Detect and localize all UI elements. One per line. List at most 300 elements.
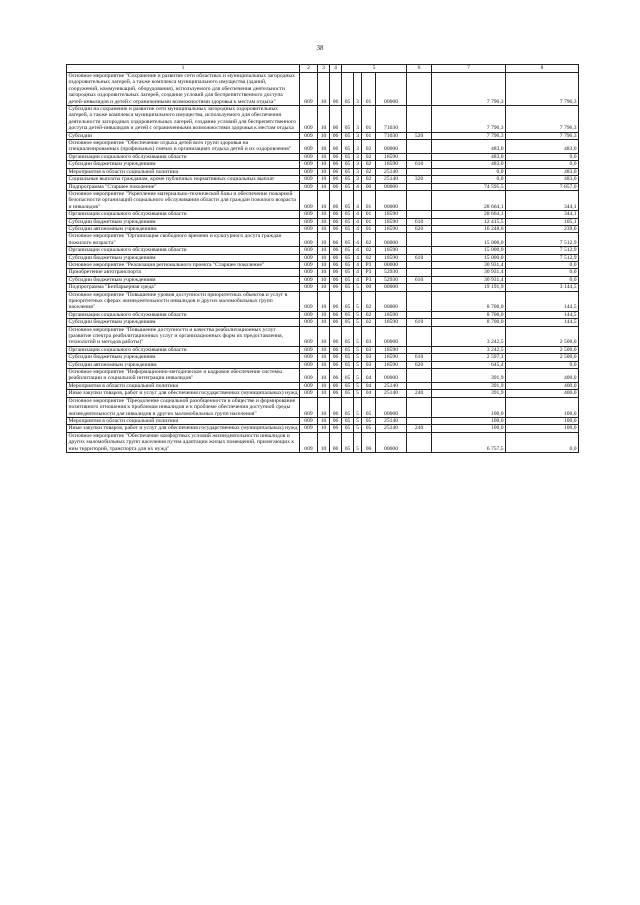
amount-year2-cell: 0,0 bbox=[506, 261, 579, 268]
row-name-cell: Организации социального обслуживания области bbox=[67, 346, 300, 353]
table-row bbox=[67, 218, 579, 225]
program-code-cell: 05 bbox=[342, 233, 354, 247]
event-code-cell: 01 bbox=[362, 190, 376, 210]
section-cell: 10 bbox=[318, 183, 330, 190]
subprogram-code-cell: 5 bbox=[354, 291, 362, 311]
event-code-cell: 05 bbox=[362, 417, 376, 424]
program-code-cell: 05 bbox=[342, 354, 354, 361]
direction-code-cell: 00000 bbox=[376, 284, 407, 291]
expense-type-cell bbox=[407, 211, 432, 218]
ministry-code-cell: 009 bbox=[300, 319, 318, 326]
ministry-code-cell: 009 bbox=[300, 183, 318, 190]
amount-year2-cell: 7 512,9 bbox=[506, 233, 579, 247]
row-name-cell: Основное мероприятие "Повышение доступности и качества реабилитационных услуг (развитие спектра реабилитационных услуг и организационных форм их предоставления, технологий и методов работы)" bbox=[67, 326, 300, 346]
table-row bbox=[67, 153, 579, 160]
table-row bbox=[67, 161, 579, 168]
expense-type-cell bbox=[407, 140, 432, 154]
amount-year1-cell: 483,0 bbox=[432, 153, 506, 160]
table-row bbox=[67, 176, 579, 183]
section-cell: 10 bbox=[318, 432, 330, 452]
section-cell: 10 bbox=[318, 106, 330, 133]
section-cell: 10 bbox=[318, 417, 330, 424]
amount-year2-cell: 7 796,3 bbox=[506, 73, 579, 106]
expense-type-cell bbox=[407, 417, 432, 424]
event-code-cell: 02 bbox=[362, 161, 376, 168]
subsection-cell: 06 bbox=[330, 183, 342, 190]
direction-code-cell: 52930 bbox=[376, 276, 407, 283]
expense-type-cell bbox=[407, 382, 432, 389]
expense-type-cell bbox=[407, 183, 432, 190]
table-row bbox=[67, 168, 579, 175]
subsection-cell: 06 bbox=[330, 369, 342, 383]
amount-year1-cell: 2 597,1 bbox=[432, 354, 506, 361]
section-cell: 10 bbox=[318, 390, 330, 397]
amount-year2-cell: 400,0 bbox=[506, 382, 579, 389]
event-code-cell: 03 bbox=[362, 361, 376, 368]
subsection-cell: 06 bbox=[330, 382, 342, 389]
table-row bbox=[67, 247, 579, 254]
subprogram-code-cell: 3 bbox=[354, 153, 362, 160]
amount-year2-cell: 2 500,0 bbox=[506, 326, 579, 346]
event-code-cell: P3 bbox=[362, 261, 376, 268]
budget-table bbox=[66, 64, 579, 453]
amount-year1-cell: 7 796,3 bbox=[432, 73, 506, 106]
amount-year2-cell: 7 796,3 bbox=[506, 106, 579, 133]
event-code-cell: 03 bbox=[362, 326, 376, 346]
subprogram-code-cell: 5 bbox=[354, 425, 362, 432]
direction-code-cell: 18590 bbox=[376, 153, 407, 160]
table-row bbox=[67, 211, 579, 218]
table-row bbox=[67, 284, 579, 291]
expense-type-cell bbox=[407, 311, 432, 318]
ministry-code-cell: 009 bbox=[300, 106, 318, 133]
event-code-cell: 03 bbox=[362, 346, 376, 353]
subsection-cell: 06 bbox=[330, 211, 342, 218]
section-cell: 10 bbox=[318, 261, 330, 268]
program-code-cell: 05 bbox=[342, 361, 354, 368]
table-row bbox=[67, 354, 579, 361]
ministry-code-cell: 009 bbox=[300, 261, 318, 268]
amount-year1-cell: 100,0 bbox=[432, 397, 506, 417]
amount-year2-cell: 400,0 bbox=[506, 369, 579, 383]
amount-year2-cell: 2 500,0 bbox=[506, 354, 579, 361]
amount-year1-cell: 15 000,0 bbox=[432, 254, 506, 261]
event-code-cell: 01 bbox=[362, 73, 376, 106]
subsection-cell: 06 bbox=[330, 106, 342, 133]
section-cell: 10 bbox=[318, 225, 330, 232]
amount-year1-cell: 8 700,0 bbox=[432, 319, 506, 326]
subprogram-code-cell: 4 bbox=[354, 276, 362, 283]
subsection-cell: 06 bbox=[330, 176, 342, 183]
subsection-cell: 06 bbox=[330, 269, 342, 276]
subsection-cell: 06 bbox=[330, 190, 342, 210]
ministry-code-cell: 009 bbox=[300, 73, 318, 106]
program-code-cell: 05 bbox=[342, 153, 354, 160]
amount-year2-cell: 144,5 bbox=[506, 291, 579, 311]
ministry-code-cell: 009 bbox=[300, 346, 318, 353]
table-row bbox=[67, 140, 579, 154]
amount-year1-cell: 100,0 bbox=[432, 417, 506, 424]
expense-type-cell: 620 bbox=[407, 361, 432, 368]
direction-code-cell: 71030 bbox=[376, 106, 407, 133]
expense-type-cell: 610 bbox=[407, 354, 432, 361]
event-code-cell: 02 bbox=[362, 153, 376, 160]
amount-year2-cell: 239,0 bbox=[506, 225, 579, 232]
subsection-cell: 06 bbox=[330, 311, 342, 318]
event-code-cell: 02 bbox=[362, 291, 376, 311]
subprogram-code-cell: 3 bbox=[354, 106, 362, 133]
direction-code-cell: 52930 bbox=[376, 269, 407, 276]
ministry-code-cell: 009 bbox=[300, 140, 318, 154]
table-row bbox=[67, 73, 579, 106]
expense-type-cell bbox=[407, 233, 432, 247]
program-code-cell: 05 bbox=[342, 73, 354, 106]
section-cell: 10 bbox=[318, 397, 330, 417]
direction-code-cell: 25140 bbox=[376, 390, 407, 397]
direction-code-cell: 18590 bbox=[376, 254, 407, 261]
event-code-cell: 01 bbox=[362, 218, 376, 225]
program-code-cell: 05 bbox=[342, 168, 354, 175]
row-name-cell: Субсидии бюджетным учреждениям bbox=[67, 161, 300, 168]
row-name-cell: Субсидии автономным учреждениям bbox=[67, 225, 300, 232]
event-code-cell: 05 bbox=[362, 425, 376, 432]
program-code-cell: 05 bbox=[342, 225, 354, 232]
subprogram-code-cell: 5 bbox=[354, 319, 362, 326]
program-code-cell: 05 bbox=[342, 140, 354, 154]
subsection-cell: 06 bbox=[330, 261, 342, 268]
event-code-cell: 02 bbox=[362, 140, 376, 154]
section-cell: 10 bbox=[318, 311, 330, 318]
expense-type-cell: 610 bbox=[407, 218, 432, 225]
subprogram-code-cell: 5 bbox=[354, 382, 362, 389]
expense-type-cell: 610 bbox=[407, 319, 432, 326]
amount-year1-cell: 6 757,5 bbox=[432, 432, 506, 452]
amount-year1-cell: 7 796,3 bbox=[432, 106, 506, 133]
event-code-cell: 02 bbox=[362, 247, 376, 254]
subsection-cell: 06 bbox=[330, 276, 342, 283]
event-code-cell: 01 bbox=[362, 211, 376, 218]
row-name-cell: Основное мероприятие "Обеспечение отдыха детей всех групп здоровья на специализированных (профильных) сменах в организациях отдыха детей и их оздоровления" bbox=[67, 140, 300, 154]
row-name-cell: Подпрограмма "Безбарьерная среда" bbox=[67, 284, 300, 291]
subprogram-code-cell: 5 bbox=[354, 284, 362, 291]
program-code-cell: 05 bbox=[342, 106, 354, 133]
table-row bbox=[67, 382, 579, 389]
ministry-code-cell: 009 bbox=[300, 284, 318, 291]
row-name-cell: Субсидии бюджетным учреждениям bbox=[67, 218, 300, 225]
amount-year1-cell: 391,9 bbox=[432, 382, 506, 389]
section-cell: 10 bbox=[318, 276, 330, 283]
event-code-cell: 04 bbox=[362, 390, 376, 397]
amount-year1-cell: 391,9 bbox=[432, 369, 506, 383]
amount-year2-cell: 100,0 bbox=[506, 397, 579, 417]
ministry-code-cell: 009 bbox=[300, 132, 318, 139]
direction-code-cell: 25140 bbox=[376, 168, 407, 175]
subprogram-code-cell: 3 bbox=[354, 132, 362, 139]
amount-year1-cell: 19 191,9 bbox=[432, 284, 506, 291]
subprogram-code-cell: 5 bbox=[354, 432, 362, 452]
amount-year1-cell: 100,0 bbox=[432, 425, 506, 432]
program-code-cell: 05 bbox=[342, 261, 354, 268]
header-cell: 3 bbox=[318, 65, 330, 73]
subprogram-code-cell: 5 bbox=[354, 390, 362, 397]
amount-year1-cell: 12 415,5 bbox=[432, 218, 506, 225]
table-row bbox=[67, 269, 579, 276]
row-name-cell: Субсидии bbox=[67, 132, 300, 139]
ministry-code-cell: 009 bbox=[300, 247, 318, 254]
row-name-cell: Основное мероприятие "Укрепление материально-технической базы и обеспечение пожарной безопасности организаций социального обслуживания области для граждан пожилого возраста и инвалидов" bbox=[67, 190, 300, 210]
subprogram-code-cell: 5 bbox=[354, 346, 362, 353]
event-code-cell: 01 bbox=[362, 106, 376, 133]
expense-type-cell: 240 bbox=[407, 425, 432, 432]
row-name-cell: Мероприятия в области социальной политики bbox=[67, 417, 300, 424]
amount-year1-cell: 645,4 bbox=[432, 361, 506, 368]
amount-year2-cell: 100,0 bbox=[506, 417, 579, 424]
row-name-cell: Основное мероприятие "Сохранение и развитие сети областных и муниципальных загородных оздоровительных лагерей, а также комплекса муниципального имущества (зданий, сооружений, коммуникаций, оборудования), используемого для обеспечения деятельности загородных оздоровительных лагерей, создание условий для беспрепятственного доступа детей-инвалидов и детей с ограниченными возможностями здоровья к местам отдыха" bbox=[67, 73, 300, 106]
row-name-cell: Иные закупки товаров, работ и услуг для обеспечения государственных (муниципальных) нужд bbox=[67, 425, 300, 432]
section-cell: 10 bbox=[318, 132, 330, 139]
amount-year2-cell: 0,0 bbox=[506, 361, 579, 368]
program-code-cell: 05 bbox=[342, 397, 354, 417]
amount-year1-cell: 8 700,0 bbox=[432, 291, 506, 311]
direction-code-cell: 00000 bbox=[376, 369, 407, 383]
table-row bbox=[67, 261, 579, 268]
event-code-cell: 06 bbox=[362, 432, 376, 452]
program-code-cell: 05 bbox=[342, 382, 354, 389]
row-name-cell: Мероприятия в области социальной политики bbox=[67, 168, 300, 175]
amount-year2-cell: 144,5 bbox=[506, 319, 579, 326]
ministry-code-cell: 009 bbox=[300, 369, 318, 383]
program-code-cell: 05 bbox=[342, 425, 354, 432]
expense-type-cell bbox=[407, 284, 432, 291]
amount-year2-cell: 144,5 bbox=[506, 311, 579, 318]
table-row bbox=[67, 276, 579, 283]
amount-year1-cell: 30 931,4 bbox=[432, 269, 506, 276]
subprogram-code-cell: 5 bbox=[354, 369, 362, 383]
expense-type-cell bbox=[407, 153, 432, 160]
subsection-cell: 06 bbox=[330, 361, 342, 368]
table-row bbox=[67, 390, 579, 397]
direction-code-cell: 18590 bbox=[376, 161, 407, 168]
section-cell: 10 bbox=[318, 269, 330, 276]
table-row bbox=[67, 311, 579, 318]
ministry-code-cell: 009 bbox=[300, 397, 318, 417]
section-cell: 10 bbox=[318, 161, 330, 168]
ministry-code-cell: 009 bbox=[300, 161, 318, 168]
section-cell: 10 bbox=[318, 176, 330, 183]
event-code-cell: P3 bbox=[362, 276, 376, 283]
expense-type-cell bbox=[407, 291, 432, 311]
subprogram-code-cell: 4 bbox=[354, 247, 362, 254]
row-name-cell: Субсидии бюджетным учреждениям bbox=[67, 254, 300, 261]
amount-year2-cell: 344,1 bbox=[506, 190, 579, 210]
ministry-code-cell: 009 bbox=[300, 276, 318, 283]
amount-year1-cell: 15 000,0 bbox=[432, 247, 506, 254]
amount-year1-cell: 16 248,6 bbox=[432, 225, 506, 232]
table-row bbox=[67, 106, 579, 133]
subsection-cell: 06 bbox=[330, 132, 342, 139]
table-row bbox=[67, 397, 579, 417]
ministry-code-cell: 009 bbox=[300, 218, 318, 225]
direction-code-cell: 18590 bbox=[376, 361, 407, 368]
row-name-cell: Субсидии бюджетным учреждениям bbox=[67, 319, 300, 326]
direction-code-cell: 00000 bbox=[376, 261, 407, 268]
section-cell: 10 bbox=[318, 354, 330, 361]
expense-type-cell bbox=[407, 168, 432, 175]
amount-year2-cell: 7 796,3 bbox=[506, 132, 579, 139]
page-number: 38 bbox=[316, 44, 324, 52]
amount-year1-cell: 74 595,5 bbox=[432, 183, 506, 190]
amount-year1-cell: 483,0 bbox=[432, 161, 506, 168]
amount-year2-cell: 0,0 bbox=[506, 269, 579, 276]
row-name-cell: Субсидии на сохранение и развитие сети муниципальных загородных оздоровительных лагерей, а также комплекса муниципального имущества, используемого для обеспечения деятельности загородных оздоровительных лагерей, создание условий для беспрепятственного доступа детей-инвалидов и детей с ограниченными возможностями здоровья к местам отдыха bbox=[67, 106, 300, 133]
subsection-cell: 06 bbox=[330, 397, 342, 417]
section-cell: 10 bbox=[318, 73, 330, 106]
row-name-cell: Организации социального обслуживания области bbox=[67, 311, 300, 318]
expense-type-cell bbox=[407, 432, 432, 452]
program-code-cell: 05 bbox=[342, 369, 354, 383]
row-name-cell: Субсидии бюджетным учреждениям bbox=[67, 276, 300, 283]
program-code-cell: 05 bbox=[342, 291, 354, 311]
ministry-code-cell: 009 bbox=[300, 432, 318, 452]
subsection-cell: 06 bbox=[330, 319, 342, 326]
amount-year1-cell: 7 796,3 bbox=[432, 132, 506, 139]
table-row bbox=[67, 417, 579, 424]
program-code-cell: 05 bbox=[342, 211, 354, 218]
subprogram-code-cell: 4 bbox=[354, 218, 362, 225]
program-code-cell: 05 bbox=[342, 319, 354, 326]
program-code-cell: 05 bbox=[342, 311, 354, 318]
program-code-cell: 05 bbox=[342, 432, 354, 452]
expense-type-cell bbox=[407, 106, 432, 133]
subsection-cell: 06 bbox=[330, 218, 342, 225]
row-name-cell: Основное мероприятие "Преодоление социальной разобщенности в обществе и формирование позитивного отношения к проблемам инвалидов и к проблеме обеспечения доступной среды жизнедеятельности для инвалидов и других маломобильных групп населения" bbox=[67, 397, 300, 417]
event-code-cell: 02 bbox=[362, 176, 376, 183]
amount-year2-cell: 0,0 bbox=[506, 276, 579, 283]
direction-code-cell: 25140 bbox=[376, 425, 407, 432]
direction-code-cell: 00000 bbox=[376, 73, 407, 106]
subprogram-code-cell: 5 bbox=[354, 311, 362, 318]
section-cell: 10 bbox=[318, 140, 330, 154]
row-name-cell: Основное мероприятие "Обеспечение комфортных условий жизнедеятельности инвалидов и других маломобильных групп населения путем адаптации жилых помещений, прилегающих к ним территорий, транспорта для их нужд" bbox=[67, 432, 300, 452]
direction-code-cell: 00000 bbox=[376, 183, 407, 190]
amount-year2-cell: 483,0 bbox=[506, 140, 579, 154]
section-cell: 10 bbox=[318, 254, 330, 261]
row-name-cell: Субсидии автономным учреждениям bbox=[67, 361, 300, 368]
subprogram-code-cell: 3 bbox=[354, 140, 362, 154]
section-cell: 10 bbox=[318, 190, 330, 210]
table-row bbox=[67, 225, 579, 232]
header-cell: 5 bbox=[342, 65, 407, 73]
row-name-cell: Организации социального обслуживания области bbox=[67, 247, 300, 254]
subprogram-code-cell: 4 bbox=[354, 261, 362, 268]
event-code-cell: 02 bbox=[362, 168, 376, 175]
subprogram-code-cell: 4 bbox=[354, 233, 362, 247]
row-name-cell: Основное мероприятие "Организация свободного времени и культурного досуга граждан пожилого возраста" bbox=[67, 233, 300, 247]
ministry-code-cell: 009 bbox=[300, 425, 318, 432]
subsection-cell: 06 bbox=[330, 425, 342, 432]
program-code-cell: 05 bbox=[342, 247, 354, 254]
amount-year2-cell: 0,0 bbox=[506, 153, 579, 160]
direction-code-cell: 00000 bbox=[376, 397, 407, 417]
section-cell: 10 bbox=[318, 382, 330, 389]
section-cell: 10 bbox=[318, 361, 330, 368]
subprogram-code-cell: 3 bbox=[354, 168, 362, 175]
program-code-cell: 05 bbox=[342, 218, 354, 225]
table-row bbox=[67, 432, 579, 452]
direction-code-cell: 18590 bbox=[376, 346, 407, 353]
subsection-cell: 06 bbox=[330, 417, 342, 424]
expense-type-cell bbox=[407, 369, 432, 383]
expense-type-cell: 610 bbox=[407, 254, 432, 261]
event-code-cell: P3 bbox=[362, 269, 376, 276]
ministry-code-cell: 009 bbox=[300, 225, 318, 232]
event-code-cell: 04 bbox=[362, 382, 376, 389]
subsection-cell: 06 bbox=[330, 233, 342, 247]
event-code-cell: 02 bbox=[362, 254, 376, 261]
subprogram-code-cell: 4 bbox=[354, 211, 362, 218]
expense-type-cell bbox=[407, 346, 432, 353]
section-cell: 10 bbox=[318, 247, 330, 254]
expense-type-cell bbox=[407, 397, 432, 417]
ministry-code-cell: 009 bbox=[300, 311, 318, 318]
subprogram-code-cell: 4 bbox=[354, 225, 362, 232]
direction-code-cell: 00000 bbox=[376, 140, 407, 154]
row-name-cell: Мероприятия в области социальной политики bbox=[67, 382, 300, 389]
amount-year2-cell: 0,0 bbox=[506, 161, 579, 168]
subsection-cell: 06 bbox=[330, 247, 342, 254]
table-row bbox=[67, 233, 579, 247]
table-body bbox=[67, 65, 579, 453]
event-code-cell: 01 bbox=[362, 132, 376, 139]
table-row bbox=[67, 291, 579, 311]
row-name-cell: Иные закупки товаров, работ и услуг для обеспечения государственных (муниципальных) нужд bbox=[67, 390, 300, 397]
expense-type-cell: 610 bbox=[407, 276, 432, 283]
amount-year1-cell: 3 242,5 bbox=[432, 346, 506, 353]
direction-code-cell: 00000 bbox=[376, 326, 407, 346]
header-cell: 4 bbox=[330, 65, 342, 73]
program-code-cell: 05 bbox=[342, 254, 354, 261]
header-cell: 7 bbox=[432, 65, 506, 73]
direction-code-cell: 18590 bbox=[376, 247, 407, 254]
amount-year1-cell: 28 664,1 bbox=[432, 190, 506, 210]
table-row bbox=[67, 361, 579, 368]
table-row bbox=[67, 425, 579, 432]
subsection-cell: 06 bbox=[330, 225, 342, 232]
subsection-cell: 06 bbox=[330, 390, 342, 397]
amount-year1-cell: 30 931,4 bbox=[432, 276, 506, 283]
row-name-cell: Основное мероприятие "Реализация регионального проекта "Старшее поколение" bbox=[67, 261, 300, 268]
event-code-cell: 03 bbox=[362, 354, 376, 361]
amount-year1-cell: 483,0 bbox=[432, 140, 506, 154]
expense-type-cell bbox=[407, 326, 432, 346]
direction-code-cell: 25140 bbox=[376, 382, 407, 389]
subprogram-code-cell: 4 bbox=[354, 254, 362, 261]
subprogram-code-cell: 3 bbox=[354, 176, 362, 183]
row-name-cell: Основное мероприятие "Повышение уровня доступности приоритетных объектов и услуг в приоритетных сферах жизнедеятельности инвалидов и других маломобильных групп населения" bbox=[67, 291, 300, 311]
row-name-cell: Подпрограмма "Старшее поколение" bbox=[67, 183, 300, 190]
amount-year2-cell: 7 512,9 bbox=[506, 247, 579, 254]
expense-type-cell: 520 bbox=[407, 132, 432, 139]
subprogram-code-cell: 5 bbox=[354, 397, 362, 417]
header-cell: 8 bbox=[506, 65, 579, 73]
subsection-cell: 06 bbox=[330, 168, 342, 175]
expense-type-cell bbox=[407, 73, 432, 106]
table-row bbox=[67, 190, 579, 210]
section-cell: 10 bbox=[318, 168, 330, 175]
subprogram-code-cell: 4 bbox=[354, 269, 362, 276]
ministry-code-cell: 009 bbox=[300, 211, 318, 218]
table-row bbox=[67, 346, 579, 353]
